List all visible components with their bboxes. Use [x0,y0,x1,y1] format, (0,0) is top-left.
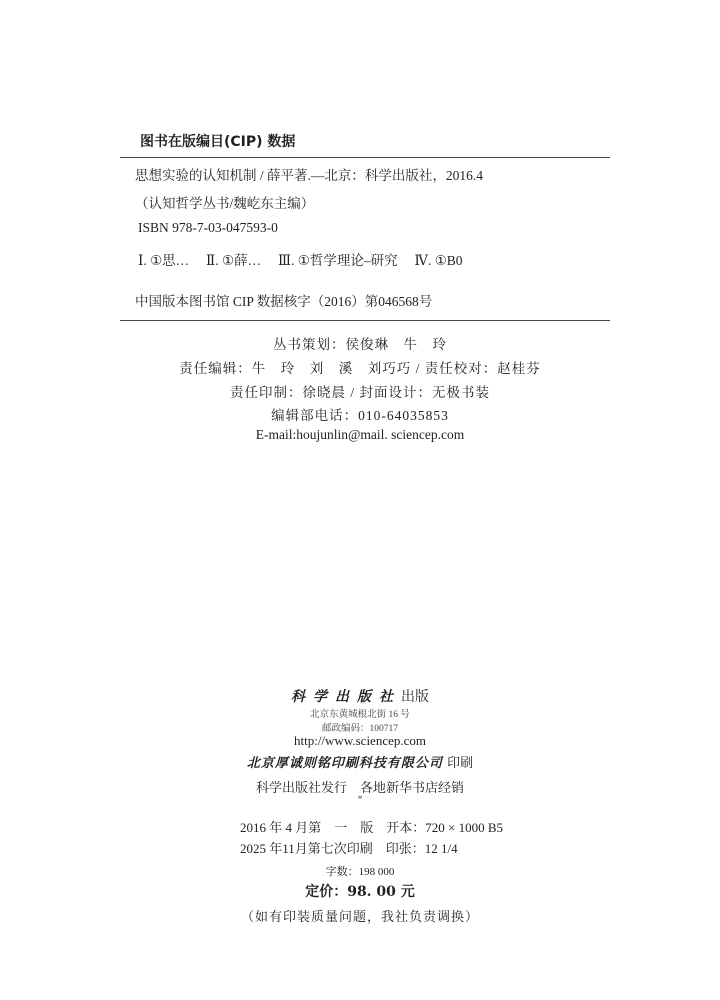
printer-suffix: 印刷 [447,756,474,771]
separator: * [357,795,363,805]
printer-line [0,752,720,771]
credit-production: 责任印制：徐晓晨 / 封面设计：无极书装 [229,385,490,400]
publisher-website: http://www.sciencep.com [293,733,426,748]
cip-heading: 图书在版编目(CIP) 数据 [140,134,296,150]
publisher-postcode: 邮政编码：100717 [321,724,398,734]
cip-series-line: （认知哲学丛书/魏屹东主编） [135,196,315,211]
credit-series-planner: 丛书策划：侯俊琳 牛 玲 [273,337,447,352]
publisher-line [0,686,720,706]
cip-title-line: 思想实验的认知机制 / 薛平著.—北京：科学出版社，2016.4 [135,168,484,183]
cip-classification: Ⅰ. ①思… Ⅱ. ①薛… Ⅲ. ①哲学理论–研究 Ⅳ. ①B0 [138,253,463,268]
publisher-suffix: 出版 [401,689,429,705]
divider [120,320,610,321]
quality-notice: （如有印装质量问题，我社负责调换） [240,909,479,924]
credit-phone: 编辑部电话：010-64035853 [271,408,449,423]
credit-editors: 责任编辑：牛 玲 刘 溪 刘巧巧 / 责任校对：赵桂芬 [179,361,541,376]
distribution: 科学出版社发行 各地新华书店经销 [255,780,464,795]
divider [120,157,610,158]
cip-record: 中国版本图书馆 CIP 数据核字（2016）第046568号 [135,294,433,309]
credit-email: E-mail:houjunlin@mail. sciencep.com [255,427,465,442]
cip-isbn: ISBN 978-7-03-047593-0 [138,220,278,235]
printing-info: 2025 年11月第七次印刷 印张：12 1/4 [240,841,458,856]
publisher-logo: 科学出版社 [291,689,401,705]
edition-info: 2016 年 4 月第 一 版 开本：720 × 1000 B5 [240,820,504,835]
publisher-address: 北京东黄城根北街 16 号 [310,710,410,720]
price: 定价：98. 00 元 [305,884,415,900]
printer-name: 北京厚诚则铭印刷科技有限公司 [246,756,443,771]
word-count: 字数：198 000 [325,866,395,878]
